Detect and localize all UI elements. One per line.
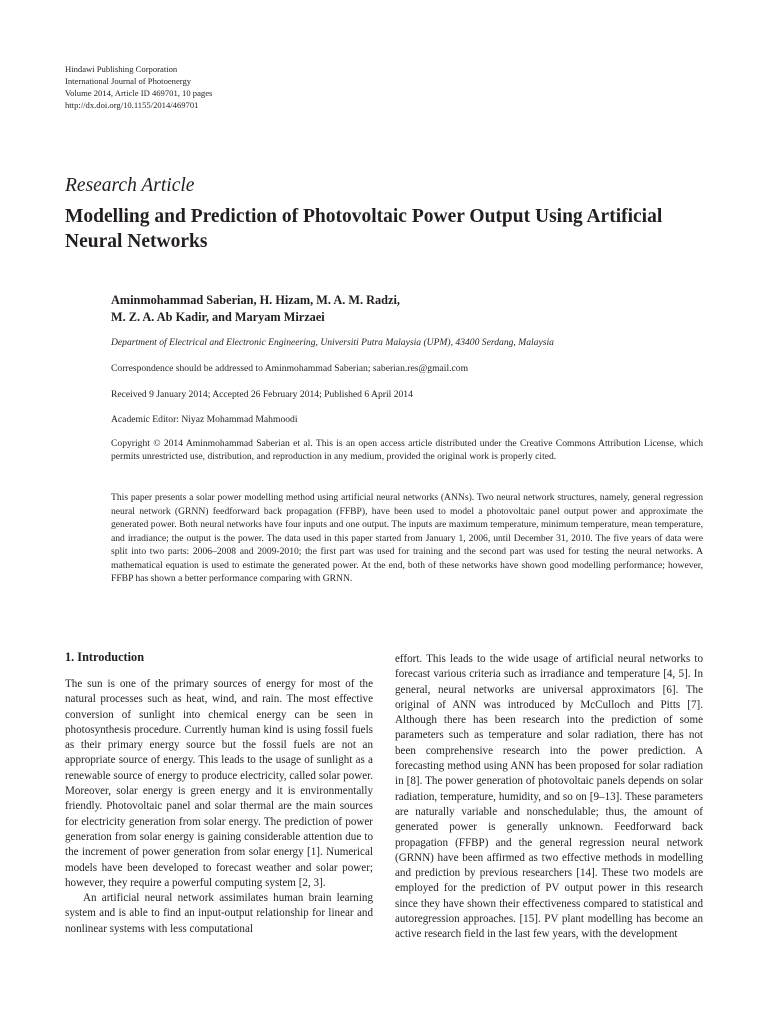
right-column (395, 652, 703, 943)
journal-name: International Journal of Photoenergy (65, 76, 192, 86)
doi-link[interactable]: http://dx.doi.org/10.1155/2014/469701 (65, 100, 199, 110)
copyright-notice: Copyright © 2014 Aminmohammad Saberian et al. This is an open access article distributed under the Creative Commons Attribution License, which permits unrestricted use, distribution, and reproduction in any medium, provided the original work is properly cited. (111, 438, 703, 463)
academic-editor: Academic Editor: Niyaz Mohammad Mahmoodi (111, 414, 298, 425)
abstract: This paper presents a solar power modelling method using artificial neural networks (ANNs). Two neural network structures, namely, general regression neural network (GRNN) feedforward back propagation (FFBP), have been used to model a photovoltaic panel output power and approximate the generated power. Both neural networks have four inputs and one output. The inputs are maximum temperature, minimum temperature, mean temperature, and irradiance; the output is the power. The data used in this paper started from January 1, 2006, until December 31, 2010. The five years of data were split into two parts: 2006–2008 and 2009-2010; the first part was used for training and the second part was used for testing the neural networks. A mathematical equation is used to estimate the generated power. At the end, both of these networks have shown good modelling performance; however, FFBP has shown a better performance comparing with GRNN. (111, 492, 703, 584)
intro-paragraph-2: An artificial neural network assimilates human brain learning system and is able to find an input-output relationship for linear and nonlinear systems with less computational (65, 892, 373, 935)
affiliation: Department of Electrical and Electronic Engineering, Universiti Putra Malaysia (UPM), 43400 Serdang, Malaysia (111, 337, 554, 348)
correspondence: Correspondence should be addressed to Aminmohammad Saberian; saberian.res@gmail.com (111, 363, 469, 374)
author-line-2: M. Z. A. Ab Kadir, and Maryam Mirzaei (111, 310, 325, 324)
publisher-name: Hindawi Publishing Corporation (65, 64, 178, 74)
intro-paragraph-1: The sun is one of the primary sources of energy for most of the natural processes such as heat, wind, and rain. The most effective conversion of sunlight into chemical energy can be seen in photosynthesis procedure. Currently human kind is using fossil fuels as their primary energy source but the fossil fuels are not an appropriate source of energy. This leads to the usage of sunlight as a renewable source of energy to produce electricity, called solar power. Moreover, solar energy is green energy and it is environmentally friendly. Photovoltaic panel and solar thermal are the main sources for electricity generation from solar energy. The prediction of power generation from solar energy is gaining considerable attention due to the increment of power generation from solar energy [1]. Numerical models have been developed to forecast weather and solar power; however, they require a powerful computing system [2, 3]. (65, 678, 373, 889)
article-type: Research Article (65, 175, 195, 196)
left-column (65, 677, 373, 937)
author-list (111, 292, 671, 326)
author-line-1: Aminmohammad Saberian, H. Hizam, M. A. M. Radzi, (111, 293, 400, 307)
section-heading-introduction: 1. Introduction (65, 650, 145, 664)
paper-title: Modelling and Prediction of Photovoltaic Power Output Using Artificial Neural Networks (65, 206, 663, 252)
publisher-info (65, 63, 212, 111)
intro-paragraph-3: effort. This leads to the wide usage of artificial neural networks to forecast various criteria such as irradiance and temperature [4, 5]. In general, neural networks are universal approximators [6]. The original of ANN was introduced by McCulloch and Pitts [7]. Although there has been research into the prediction of some parameters such as temperature and solar radiation, there has not been comprehensive research into the power prediction. A forecasting method using ANN has been proposed for solar radiation in [8]. The power generation of photovoltaic panels depends on solar radiation, temperature, humidity, and so on [9–13]. These parameters are naturally variable and nonschedulable; thus, the amount of generated power is generally unknown. Feedforward back propagation (FFBP) and the general regression neural network (GRNN) have been affirmed as two effective methods in modelling and prediction by previous researchers [14]. These two models are employed for the prediction of PV output power in this research since they have shown their effectiveness compared to statistical and autoregression approaches. [15]. PV plant modelling has become an active research field in the last few years, with the development (395, 653, 703, 941)
publication-dates: Received 9 January 2014; Accepted 26 February 2014; Published 6 April 2014 (111, 389, 413, 400)
volume-info: Volume 2014, Article ID 469701, 10 pages (65, 88, 213, 98)
